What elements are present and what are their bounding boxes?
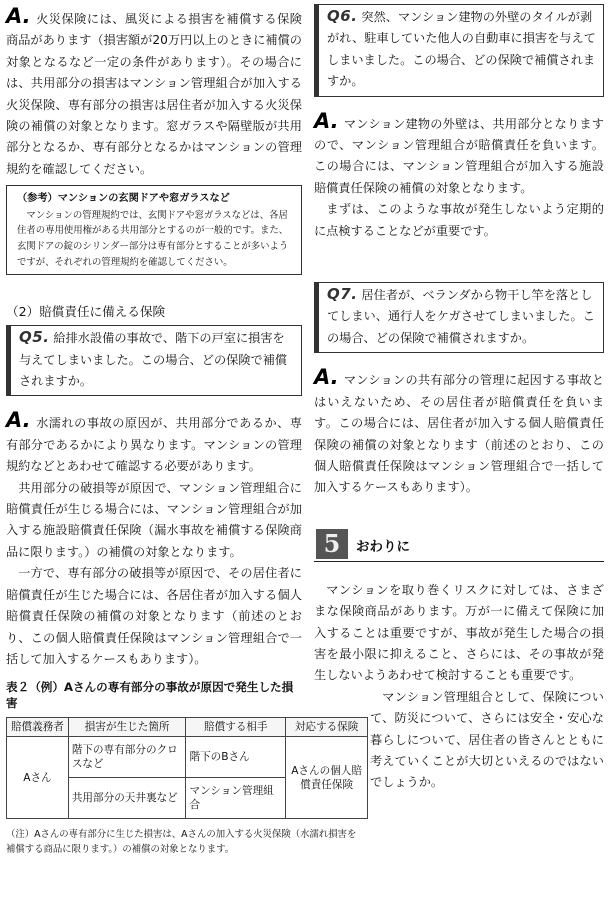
q6-question: 突然、マンション建物の外壁のタイルが剥がれ、駐車していた他人の自動車に損害を与えてしまいました。この場合、どの保険で補償されますか。	[327, 10, 596, 89]
table-header: 損害が生じた箇所	[68, 718, 186, 737]
section-heading	[314, 527, 604, 562]
location-cell: 階下の専有部分のクロスなど	[68, 737, 186, 778]
section-number: 5	[316, 529, 348, 559]
q6-box	[314, 4, 604, 97]
closing-paragraph-2: マンション管理組合として、保険について、防災について、さらには安全・安心な暮らしについて、居住者の皆さんとともに考えていくことが大切といえるのではないでしょうか。	[370, 689, 604, 790]
question-mark: Q5.	[19, 328, 50, 347]
q5-answer-p1: 水濡れの事故の原因が、共用部分であるか、専有部分であるかにより異なります。マンションの管理規約などとあわせて確認する必要があります。	[6, 416, 302, 474]
table-header: 賠償する相手	[186, 718, 286, 737]
reference-note-text: マンションの管理規約では、玄関ドアや窓ガラスなどは、各居住者の専用使用権がある共用部分とするのが一般的です。また、玄関ドアの錠のシリンダー部分は専有部分とすることが多いようですが、それぞれの管理規約を確認してください。	[17, 209, 289, 268]
table-caption: 表２（例）Aさんの専有部分の事故が原因で発生した損害	[6, 680, 294, 711]
right-column	[314, 0, 604, 794]
party-cell: マンション管理組合	[186, 778, 286, 819]
q4-answer	[6, 6, 302, 180]
q5-answer	[6, 410, 302, 477]
q5-question: 給排水設備の事故で、階下の戸室に損害を与えてしまいました。この場合、どの保険で補償されますか。	[19, 331, 288, 389]
q6-answer	[314, 108, 604, 200]
party-cell: 階下のBさん	[186, 737, 286, 778]
q6-answer-p2: まずは、このような事故が発生しないよう定期的に点検することなどが重要です。	[314, 202, 604, 238]
q7-answer	[314, 367, 604, 498]
section-title: おわりに	[356, 538, 410, 555]
table-footnote: （注）Aさんの専有部分に生じた損害は、Aさんの加入する火災保険（水濡れ損害を補償する商品に限ります。）の補償の対象となります。	[6, 829, 357, 856]
q7-question: 居住者が、ベランダから物干し竿を落としてしまい、通行人をケガさせてしまいました。この場合、どの保険で補償されますか。	[327, 288, 595, 345]
insurance-cell: Aさんの個人賠償責任保険	[286, 737, 368, 819]
table-header: 賠償義務者	[7, 718, 69, 737]
liable-party-cell: Aさん	[7, 737, 69, 819]
answer-mark: A.	[6, 408, 31, 433]
closing-paragraph-1: マンションを取り巻くリスクに対しては、さまざまな保険商品があります。万が一に備えて保険に加入することは重要ですが、事故が発生した場合の損害を最小限に抑えること、さらには、その事故が発生しないようあわせて検討することも重要です。	[314, 582, 604, 683]
reference-note-title: （参考）マンションの玄関ドアや窓ガラスなど	[17, 193, 230, 205]
q5-answer-p2: 共用部分の破損等が原因で、マンション管理組合に賠償責任が生じる場合には、マンション管理組合が加入する施設賠償責任保険（漏水事故を補償する保険商品に限ります。）の補償の対象となります。	[6, 480, 302, 559]
q4-answer-text: 火災保険には、風災による損害を補償する保険商品があります（損害額が20万円以上のときに補償の対象となるなど一定の条件があります）。その場合には、共用部分の損害はマンション管理組合が加入する火災保険、専有部分の損害は居住者が加入する火災保険の補償の対象となります。窓ガラスや隔壁版が共用部分となるか、専有部分となるかはマンションの管理規約を確認してください。	[6, 12, 302, 176]
answer-mark: A.	[314, 108, 339, 133]
reference-note	[6, 185, 302, 275]
question-mark: Q6.	[327, 7, 358, 25]
answer-mark: A.	[314, 365, 339, 390]
q5-box	[6, 325, 302, 396]
subsection-title: （2）賠償責任に備える保険	[6, 304, 166, 320]
q6-answer-p1: マンション建物の外壁は、共用部分となりますので、マンション管理組合が賠償責任を負います。この場合には、マンション管理組合が加入する施設賠償責任保険の補償の対象となります。	[314, 116, 604, 195]
question-mark: Q7.	[327, 285, 358, 304]
q7-answer-p1: マンションの共有部分の管理に起因する事故とはいえないため、その居住者が賠償責任を負います。この場合には、居住者が加入する個人賠償責任保険の補償の対象となります（前述のとおり、この個人賠償責任保険はマンション管理組合で一括して加入するケースもあります）。	[314, 373, 604, 495]
q7-box	[314, 282, 604, 353]
q5-answer-p3: 一方で、専有部分の破損等が原因で、その居住者に賠償責任が生じた場合には、各居住者が加入する個人賠償責任保険の補償の対象となります（前述のとおり、この個人賠償責任保険はマンション管理組合で一括して加入するケースもあります）。	[6, 566, 302, 666]
table-header: 対応する保険	[286, 718, 368, 737]
answer-mark: A.	[6, 4, 31, 28]
location-cell: 共用部分の天井裏など	[68, 778, 186, 819]
